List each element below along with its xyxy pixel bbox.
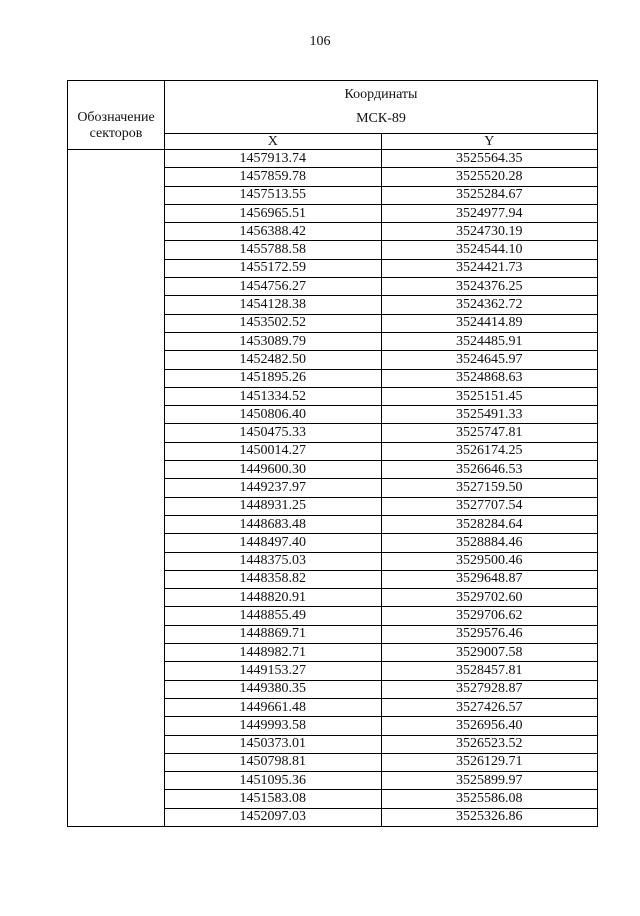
y-coordinate-cell: 3524421.73: [381, 259, 598, 277]
x-coordinate-cell: 1455788.58: [165, 241, 382, 259]
y-coordinate-cell: 3528284.64: [381, 515, 598, 533]
x-coordinate-cell: 1448375.03: [165, 552, 382, 570]
x-coordinate-cell: 1450475.33: [165, 424, 382, 442]
y-coordinate-cell: 3525899.97: [381, 772, 598, 790]
y-coordinate-cell: 3525564.35: [381, 150, 598, 168]
sector-header-line2: секторов: [89, 126, 143, 141]
x-coordinate-cell: 1454756.27: [165, 278, 382, 296]
sector-header-line1: Обозначение: [77, 110, 155, 125]
table-row: [68, 150, 598, 168]
y-coordinate-cell: 3526956.40: [381, 717, 598, 735]
y-coordinate-cell: 3529576.46: [381, 625, 598, 643]
y-coordinate-cell: 3526174.25: [381, 442, 598, 460]
sector-designation-cell: [68, 150, 165, 827]
x-coordinate-cell: 1450806.40: [165, 406, 382, 424]
y-coordinate-cell: 3524977.94: [381, 204, 598, 222]
x-coordinate-cell: 1457859.78: [165, 168, 382, 186]
y-coordinate-cell: 3524544.10: [381, 241, 598, 259]
x-coordinate-cell: 1449600.30: [165, 461, 382, 479]
x-coordinate-cell: 1449380.35: [165, 680, 382, 698]
y-coordinate-cell: 3525491.33: [381, 406, 598, 424]
x-coordinate-cell: 1453502.52: [165, 314, 382, 332]
x-coordinate-cell: 1452482.50: [165, 351, 382, 369]
x-coordinate-cell: 1448683.48: [165, 515, 382, 533]
y-coordinate-cell: 3525586.08: [381, 790, 598, 808]
x-coordinate-cell: 1452097.03: [165, 808, 382, 826]
y-coordinate-cell: 3524730.19: [381, 223, 598, 241]
column-header-y: Y: [381, 134, 598, 150]
y-coordinate-cell: 3525520.28: [381, 168, 598, 186]
y-coordinate-cell: 3529007.58: [381, 644, 598, 662]
y-coordinate-cell: 3527928.87: [381, 680, 598, 698]
x-coordinate-cell: 1449153.27: [165, 662, 382, 680]
x-coordinate-cell: 1450014.27: [165, 442, 382, 460]
x-coordinate-cell: 1457913.74: [165, 150, 382, 168]
y-coordinate-cell: 3529648.87: [381, 570, 598, 588]
x-coordinate-cell: 1448855.49: [165, 607, 382, 625]
y-coordinate-cell: 3524414.89: [381, 314, 598, 332]
y-coordinate-cell: 3525151.45: [381, 387, 598, 405]
x-coordinate-cell: 1456965.51: [165, 204, 382, 222]
x-coordinate-cell: 1454128.38: [165, 296, 382, 314]
y-coordinate-cell: 3525326.86: [381, 808, 598, 826]
x-coordinate-cell: 1451334.52: [165, 387, 382, 405]
y-coordinate-cell: 3525747.81: [381, 424, 598, 442]
x-coordinate-cell: 1451895.26: [165, 369, 382, 387]
coordinates-table: [67, 80, 598, 827]
y-coordinate-cell: 3524362.72: [381, 296, 598, 314]
table-body: [68, 150, 598, 827]
y-coordinate-cell: 3525284.67: [381, 186, 598, 204]
y-coordinate-cell: 3524376.25: [381, 278, 598, 296]
x-coordinate-cell: 1449661.48: [165, 698, 382, 716]
y-coordinate-cell: 3527707.54: [381, 497, 598, 515]
page-number: 106: [309, 34, 331, 49]
coordinates-header-title: Координаты: [344, 87, 418, 102]
x-coordinate-cell: 1448869.71: [165, 625, 382, 643]
x-coordinate-cell: 1448931.25: [165, 497, 382, 515]
y-coordinate-cell: 3526523.52: [381, 735, 598, 753]
coordinates-system-label: МСК-89: [356, 111, 406, 126]
x-coordinate-cell: 1451095.36: [165, 772, 382, 790]
x-coordinate-cell: 1457513.55: [165, 186, 382, 204]
y-coordinate-cell: 3529706.62: [381, 607, 598, 625]
y-coordinate-cell: 3526129.71: [381, 753, 598, 771]
x-coordinate-cell: 1448820.91: [165, 589, 382, 607]
sector-designation-header: [68, 81, 165, 150]
x-coordinate-cell: 1449993.58: [165, 717, 382, 735]
x-coordinate-cell: 1451583.08: [165, 790, 382, 808]
x-coordinate-cell: 1455172.59: [165, 259, 382, 277]
x-coordinate-cell: 1449237.97: [165, 479, 382, 497]
y-coordinate-cell: 3527159.50: [381, 479, 598, 497]
y-coordinate-cell: 3524645.97: [381, 351, 598, 369]
y-coordinate-cell: 3528884.46: [381, 534, 598, 552]
y-coordinate-cell: 3527426.57: [381, 698, 598, 716]
x-coordinate-cell: 1448982.71: [165, 644, 382, 662]
y-coordinate-cell: 3524868.63: [381, 369, 598, 387]
column-header-x: X: [165, 134, 382, 150]
y-coordinate-cell: 3526646.53: [381, 461, 598, 479]
x-coordinate-cell: 1450373.01: [165, 735, 382, 753]
y-coordinate-cell: 3529500.46: [381, 552, 598, 570]
y-coordinate-cell: 3528457.81: [381, 662, 598, 680]
x-coordinate-cell: 1450798.81: [165, 753, 382, 771]
x-coordinate-cell: 1456388.42: [165, 223, 382, 241]
x-coordinate-cell: 1453089.79: [165, 332, 382, 350]
coordinates-header: [165, 81, 598, 134]
x-coordinate-cell: 1448358.82: [165, 570, 382, 588]
x-coordinate-cell: 1448497.40: [165, 534, 382, 552]
y-coordinate-cell: 3524485.91: [381, 332, 598, 350]
y-coordinate-cell: 3529702.60: [381, 589, 598, 607]
